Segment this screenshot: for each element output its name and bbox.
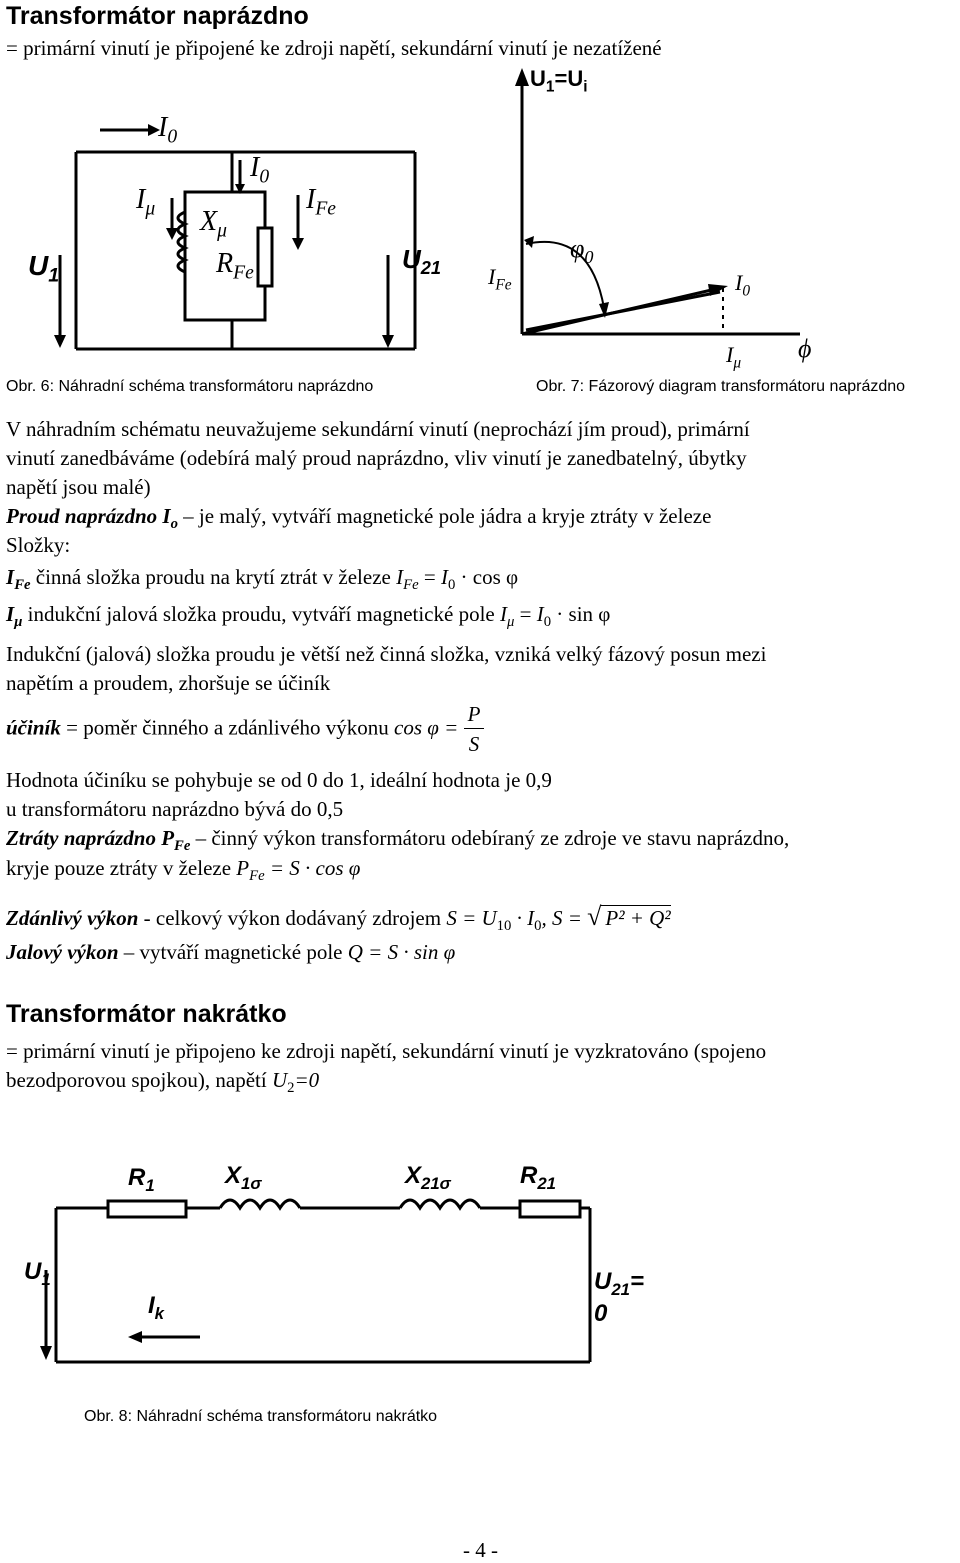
label-xmu: $X_\mu$ — [200, 206, 227, 242]
proud-naprazdno-line: Proud naprázdno $I_o$ – je malý, vytváří magnetické pole jádra a kryje ztráty v železe — [6, 504, 712, 533]
label-imu: $I_\mu$ — [136, 184, 156, 220]
label-phi0: $\varphi_0$ — [570, 234, 594, 268]
paragraph-line: Indukční (jalová) složka proudu je větší než činná složka, vzniká velký fázový posun mezi — [6, 642, 767, 666]
slozky-label: Složky: — [6, 533, 71, 557]
label-u1: $U_1$ — [24, 1258, 51, 1289]
label-u21: $U_{21}$ — [402, 244, 442, 279]
paragraph-line: napětí jsou malé) — [6, 475, 151, 499]
figure-8-caption: Obr. 8: Náhradní schéma transformátoru nakrátko — [84, 1408, 438, 1425]
section-title: Transformátor naprázdno — [6, 2, 309, 30]
figure-6-caption: Obr. 6: Náhradní schéma transformátoru naprázdno — [6, 378, 374, 395]
label-ife: $I_{Fe}$ — [306, 184, 336, 220]
ztraty-formula-line: kryje pouze ztráty v železe $P_{Fe} = S \cdot \cos \varphi$ — [6, 856, 361, 885]
ucinik-line: účiník = poměr činného a zdánlivého výkonu cos φ = $\frac{P}{S}$ — [6, 700, 484, 759]
label-i0: $I_0$ — [735, 270, 751, 300]
label-u1-ui: $U_1=U_i$ — [530, 66, 588, 96]
ife-line: $I_{Fe}$ činná složka proudu na krytí ztrát v železe $I_{Fe} = I_0 \cdot \cos \varphi$ — [6, 565, 519, 594]
section-subtitle: = primární vinutí je připojené ke zdroji napětí, sekundární vinutí je nezatížené — [6, 36, 662, 60]
label-axis-phi: ϕ — [798, 334, 812, 363]
label-u21-zero: $U_{21}= 0$ — [594, 1268, 645, 1327]
label-x1: $X_{1\sigma}$ — [225, 1162, 262, 1193]
paragraph-line: u transformátoru naprázdno bývá do 0,5 — [6, 797, 344, 821]
section-title: Transformátor nakrátko — [6, 1000, 287, 1028]
label-imu: $I_\mu$ — [726, 342, 742, 372]
label-i0-source: $I_0$ — [158, 112, 178, 148]
imu-line: $I_\mu$ indukční jalová složka proudu, vytváří magnetické pole $I_\mu = I_0 \cdot \sin \varphi$ — [6, 602, 611, 631]
label-ife: $I_{Fe}$ — [488, 264, 512, 294]
paragraph-line: napětím a proudem, zhoršuje se účiník — [6, 671, 331, 695]
section-subtitle: = primární vinutí je připojeno ke zdroji napětí, sekundární vinutí je vyzkratováno (spojeno — [6, 1039, 767, 1063]
figure-7-caption: Obr. 7: Fázorový diagram transformátoru naprázdno — [536, 378, 906, 395]
label-r1: $R_1$ — [128, 1164, 155, 1195]
paragraph-line: vinutí zanedbáváme (odebírá malý proud naprázdno, vliv vinutí je zanedbatelný, úbytky — [6, 446, 747, 470]
section-subtitle: bezodporovou spojkou), napětí $U_2=0$ — [6, 1068, 320, 1097]
label-u1: $U_1$ — [28, 250, 60, 287]
paragraph-line: V náhradním schématu neuvažujeme sekundární vinutí (neprochází jím proud), primární — [6, 417, 750, 441]
zdanlivy-vykon-line: Zdánlivý výkon - celkový výkon dodávaný zdrojem $S = U_{10} \cdot I_0$, S = √ P² + Q² — [6, 902, 671, 935]
page-number: - 4 - — [463, 1538, 498, 1562]
label-i0: $I_0$ — [250, 152, 270, 188]
paragraph-line: Hodnota účiníku se pohybuje se od 0 do 1, ideální hodnota je 0,9 — [6, 768, 552, 792]
label-x21: $X_{21\sigma}$ — [405, 1162, 451, 1193]
label-rfe: $R_{Fe}$ — [216, 248, 254, 284]
ztraty-line: Ztráty naprázdno $P_{Fe}$ – činný výkon transformátoru odebíraný ze zdroje ve stavu naprázdno, — [6, 826, 790, 855]
label-ik: $I_k$ — [148, 1292, 165, 1323]
fraction-p-over-s: $\frac{P}{S}$ — [464, 700, 485, 759]
label-r21: $R_{21}$ — [520, 1162, 557, 1193]
jalovy-vykon-line: Jalový výkon – vytváří magnetické pole Q = S · sin φ — [6, 940, 456, 964]
